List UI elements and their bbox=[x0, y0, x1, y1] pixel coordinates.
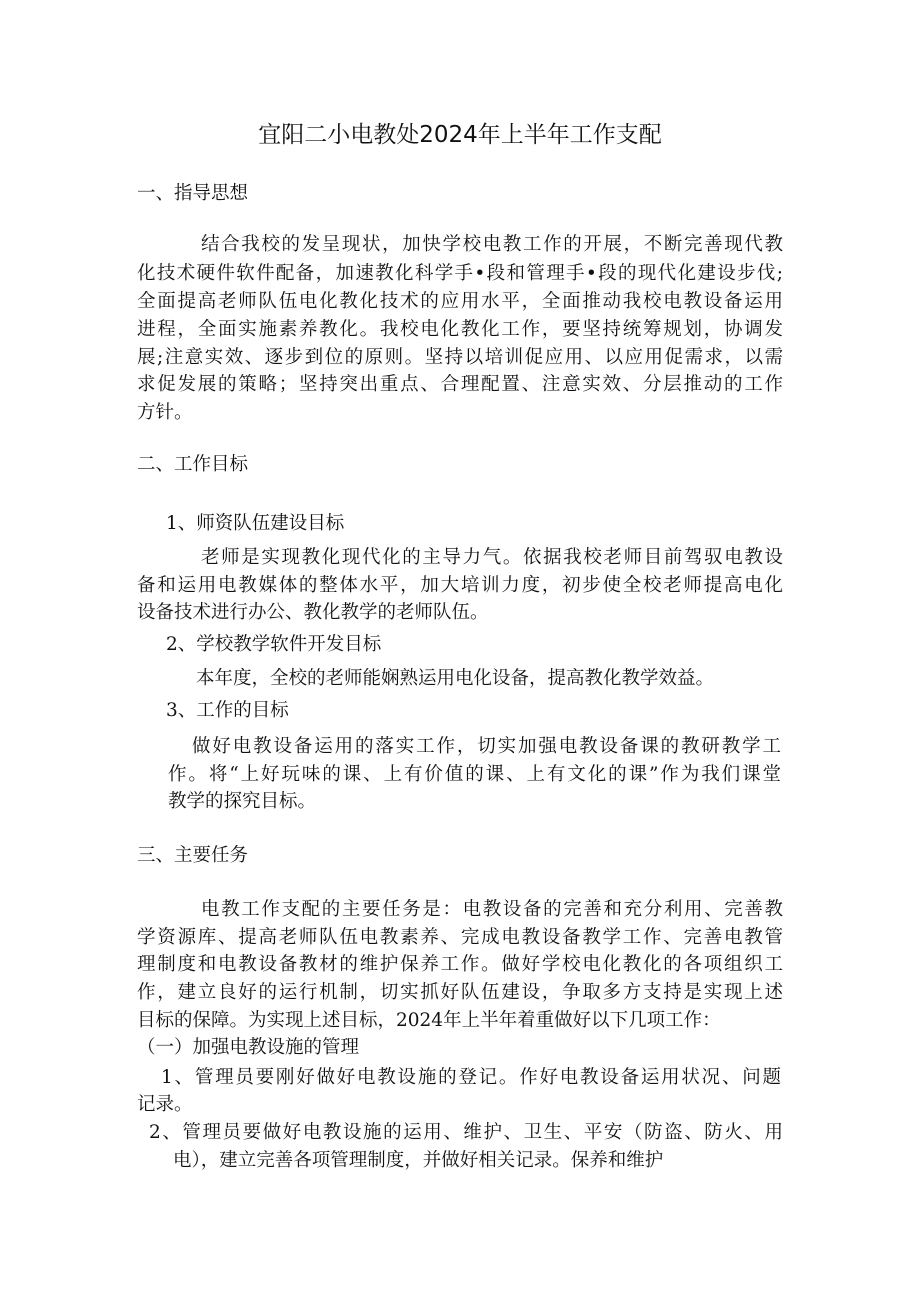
paragraph-line: 学资源库、提高老师队伍电教素养、完成电教设备教学工作、完善电教管 bbox=[137, 927, 783, 948]
section-heading-work-goals: 二、工作目标 bbox=[137, 454, 249, 475]
document-title: 宜阳二小电教处2024年上半年工作支配 bbox=[258, 122, 662, 148]
paragraph-line: 做好电教设备运用的落实工作，切实加强电教设备课的教研教学工 bbox=[192, 736, 781, 757]
paragraph-line: 展;注意实效、逐步到位的原则。坚持以培训促应用、以应用促需求，以需 bbox=[137, 347, 783, 368]
list-item-line: 记录。 bbox=[137, 1094, 193, 1115]
paragraph-line: 备和运用电教媒体的整体水平，加大培训力度，初步使全校老师提高电化 bbox=[137, 575, 783, 596]
subheading-work-target: 3、工作的目标 bbox=[166, 700, 289, 721]
paragraph-line: 方针。 bbox=[137, 402, 193, 423]
list-item-line: 电），建立完善各项管理制度，并做好相关记录。保养和维护 bbox=[173, 1150, 664, 1171]
subheading-equipment-management: （一）加强电教设施的管理 bbox=[137, 1037, 360, 1058]
paragraph-line: 作，建立良好的运行机制，切实抓好队伍建设，争取多方支持是实现上述 bbox=[137, 982, 783, 1003]
paragraph-line: 教学的探究目标。 bbox=[168, 791, 317, 812]
section-heading-guiding-thought: 一、指导思想 bbox=[137, 183, 249, 204]
paragraph-line: 化技术硬件软件配备，加速教化科学手•段和管理手•段的现代化建设步伐; bbox=[137, 263, 783, 284]
paragraph-line: 作。将“上好玩味的课、上有价值的课、上有文化的课”作为我们课堂 bbox=[168, 764, 781, 785]
paragraph-line: 设备技术进行办公、教化教学的老师队伍。 bbox=[137, 602, 489, 623]
paragraph-line: 求促发展的策略；坚持突出重点、合理配置、注意实效、分层推动的工作 bbox=[137, 374, 783, 395]
list-item-line: 2、管理员要做好电教设施的运用、维护、卫生、平安（防盗、防火、用 bbox=[149, 1122, 783, 1143]
paragraph-line: 电教工作支配的主要任务是：电教设备的完善和充分利用、完善教 bbox=[201, 899, 783, 920]
subheading-teacher-team-goal: 1、师资队伍建设目标 bbox=[166, 513, 345, 534]
list-item-line: 1、管理员要刚好做好电教设施的登记。作好电教设备运用状况、问题 bbox=[161, 1067, 781, 1088]
paragraph-line: 目标的保障。为实现上述目标，2024年上半年着重做好以下几项工作： bbox=[137, 1010, 721, 1031]
paragraph-line: 进程，全面实施素养教化。我校电化教化工作，要坚持统筹规划，协调发 bbox=[137, 319, 783, 340]
paragraph-line: 结合我校的发呈现状，加快学校电教工作的开展，不断完善现代教 bbox=[201, 234, 783, 255]
paragraph-line: 理制度和电教设备教材的维护保养工作。做好学校电化教化的各项组织工 bbox=[137, 954, 783, 975]
paragraph-line: 老师是实现教化现代化的主导力气。依据我校老师目前驾驭电教设 bbox=[201, 547, 783, 568]
paragraph-line: 本年度，全校的老师能娴熟运用电化设备，提高教化教学效益。 bbox=[196, 668, 715, 689]
section-heading-main-tasks: 三、主要任务 bbox=[137, 845, 249, 866]
paragraph-line: 全面提高老师队伍电化教化技术的应用水平，全面推动我校电教设备运用 bbox=[137, 291, 783, 312]
subheading-software-goal: 2、学校教学软件开发目标 bbox=[166, 634, 382, 655]
